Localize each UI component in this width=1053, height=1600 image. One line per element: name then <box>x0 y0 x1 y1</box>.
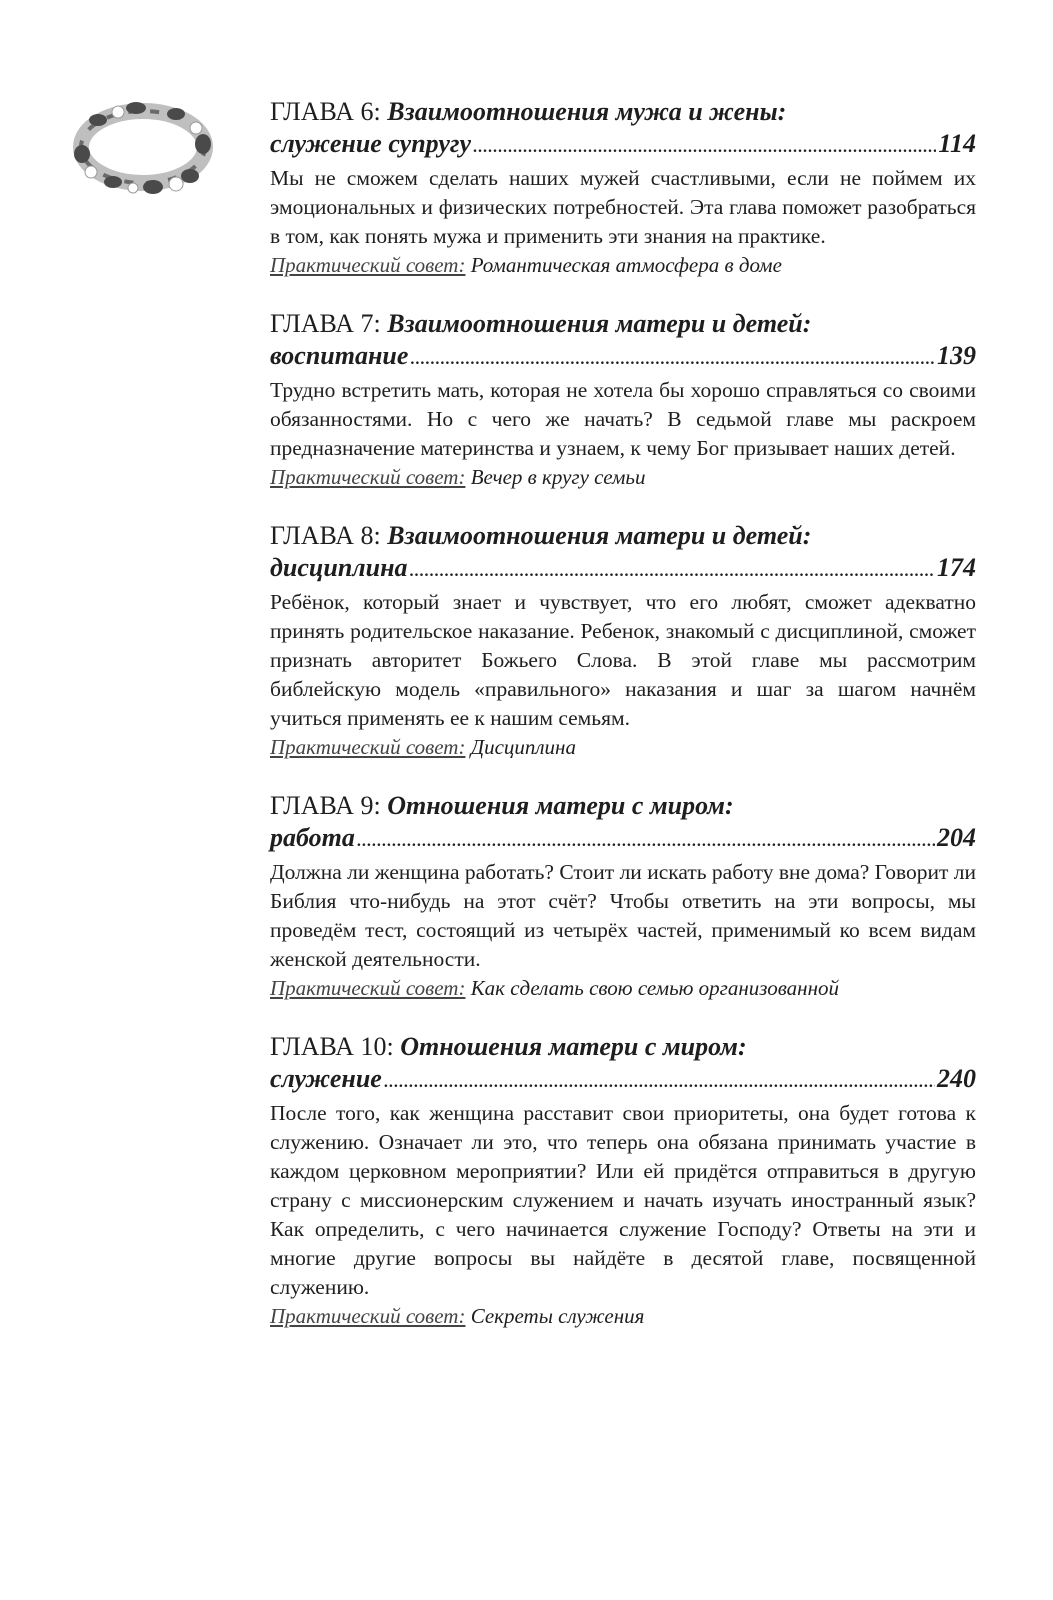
chapter-subtitle: работа <box>270 823 355 852</box>
chapter-title-line[interactable] <box>270 340 976 376</box>
practical-tip <box>270 1302 976 1330</box>
tip-text: Вечер в кругу семьи <box>470 465 646 489</box>
practical-tip <box>270 251 976 279</box>
chapter-label: ГЛАВА 6: <box>270 97 381 126</box>
tip-text: Секреты служения <box>470 1304 645 1328</box>
tip-label: Практический совет: <box>270 735 466 759</box>
chapter-title: Взаимоотношения мужа и жены: <box>387 97 787 126</box>
chapter-description: Должна ли женщина работать? Стоит ли искать работу вне дома? Говорит ли Библия что-нибудь на этот счёт? Чтобы ответить на эти вопросы, мы проведём тест, состоящий из четырёх частей, применимый ко всем видам женской деятельности. <box>270 860 976 971</box>
page-number: 114 <box>938 129 976 158</box>
chapter-title: Отношения матери с миром: <box>387 791 734 820</box>
toc-entry-chapter-7 <box>270 308 976 491</box>
toc-entry-chapter-6 <box>270 96 976 279</box>
tip-label: Практический совет: <box>270 465 466 489</box>
chapter-heading <box>270 308 976 340</box>
tip-text: Дисциплина <box>470 735 576 759</box>
chapter-title-line[interactable] <box>270 1063 976 1099</box>
tip-label: Практический совет: <box>270 253 466 277</box>
tip-label: Практический совет: <box>270 976 466 1000</box>
dot-leader <box>410 344 935 376</box>
dot-leader <box>410 556 935 588</box>
chapter-label: ГЛАВА 9: <box>270 791 381 820</box>
dot-leader <box>357 826 935 858</box>
page-number: 139 <box>937 341 976 370</box>
chapter-title-line[interactable] <box>270 128 976 164</box>
chapter-description: Трудно встретить мать, которая не хотела бы хорошо справляться со своими обязанностями. Но с чего же начать? В седьмой главе мы раскроем предназначение материнства и узнаем, к чему Бог призывает наших детей. <box>270 378 976 460</box>
chapter-label: ГЛАВА 8: <box>270 521 381 550</box>
chapter-subtitle: дисциплина <box>270 553 408 582</box>
chapter-description: Мы не сможем сделать наших мужей счастливыми, если не поймем их эмоциональных и физических потребностей. Эта глава поможет разобраться в том, как понять мужа и применить эти знания на практике. <box>270 166 976 248</box>
flower-wreath-icon <box>58 92 228 202</box>
chapter-heading <box>270 96 976 128</box>
page-number: 240 <box>937 1064 976 1093</box>
chapter-heading <box>270 790 976 822</box>
flower-wreath-graphic <box>58 92 228 202</box>
chapter-title: Взаимоотношения матери и детей: <box>387 309 812 338</box>
chapter-subtitle: служение <box>270 1064 382 1093</box>
dot-leader <box>384 1067 935 1099</box>
chapter-label: ГЛАВА 7: <box>270 309 381 338</box>
page-number: 174 <box>937 553 976 582</box>
chapter-heading <box>270 1031 976 1063</box>
practical-tip <box>270 733 976 761</box>
table-of-contents <box>270 96 976 1359</box>
toc-entry-chapter-10 <box>270 1031 976 1330</box>
chapter-description: После того, как женщина расставит свои приоритеты, она будет готова к служению. Означает ли это, что теперь она обязана принимать участие в каждом церковном мероприятии? Или ей придётся отправиться в другую страну с миссионерским служением и начать изучать иностранный язык? Как определить, с чего начинается служение Господу? Ответы на эти и многие другие вопросы вы найдёте в десятой главе, посвященной служению. <box>270 1101 976 1299</box>
chapter-title: Отношения матери с миром: <box>400 1032 747 1061</box>
page-number: 204 <box>937 823 976 852</box>
practical-tip <box>270 463 976 491</box>
chapter-subtitle: служение супругу <box>270 129 472 158</box>
chapter-title-line[interactable] <box>270 822 976 858</box>
toc-entry-chapter-9 <box>270 790 976 1002</box>
practical-tip <box>270 974 976 1002</box>
tip-label: Практический совет: <box>270 1304 466 1328</box>
chapter-label: ГЛАВА 10: <box>270 1032 394 1061</box>
toc-entry-chapter-8 <box>270 520 976 761</box>
chapter-description: Ребёнок, который знает и чувствует, что его любят, сможет адекватно принять родительское наказание. Ребенок, знакомый с дисциплиной, сможет признать авторитет Божьего Слова. В этой главе мы рассмотрим библейскую модель «правильного» наказания и шаг за шагом начнём учиться применять ее к нашим семьям. <box>270 590 976 730</box>
dot-leader <box>473 132 936 164</box>
chapter-heading <box>270 520 976 552</box>
chapter-subtitle: воспитание <box>270 341 409 370</box>
tip-text: Как сделать свою семью организованной <box>470 976 840 1000</box>
chapter-title-line[interactable] <box>270 552 976 588</box>
tip-text: Романтическая атмосфера в доме <box>470 253 782 277</box>
chapter-title: Взаимоотношения матери и детей: <box>387 521 812 550</box>
